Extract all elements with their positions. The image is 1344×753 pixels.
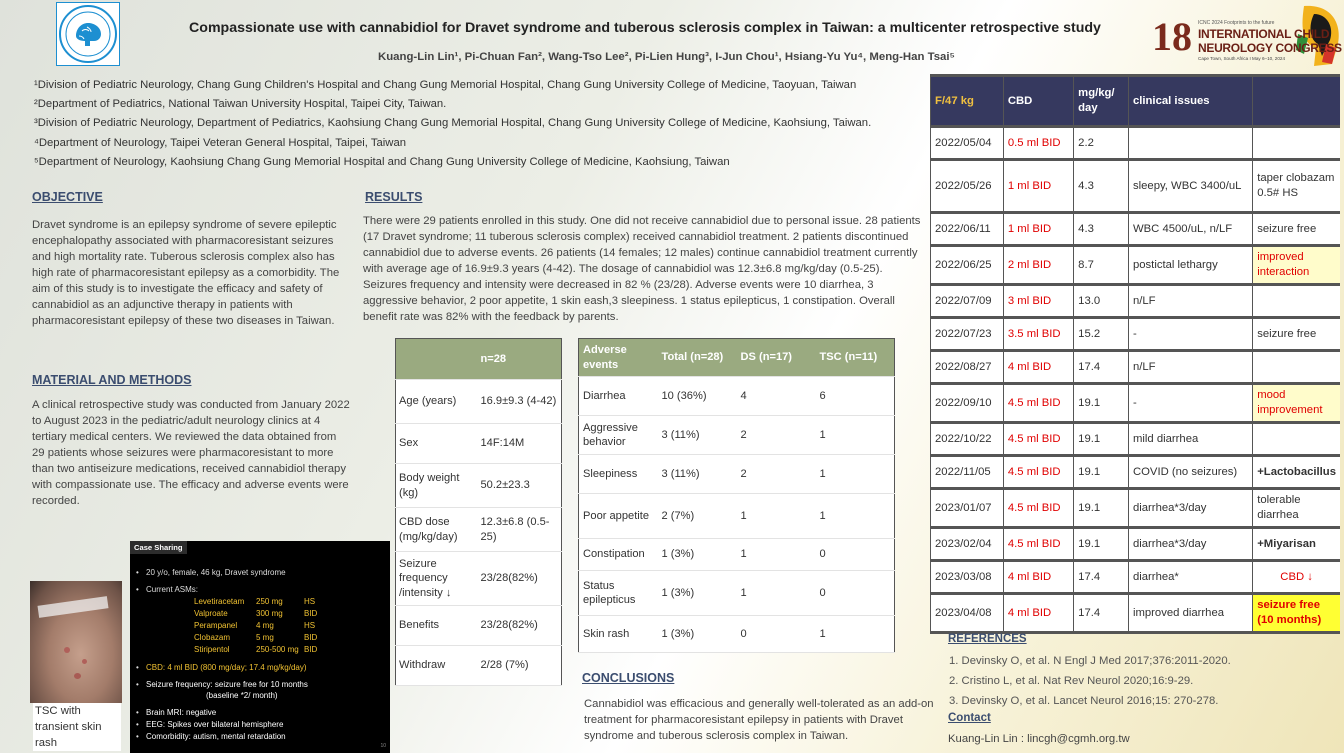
table-cell: 4 ml BID — [1003, 352, 1073, 382]
asm-freq: HS — [304, 621, 316, 630]
methods-heading: MATERIAL AND METHODS — [32, 373, 192, 387]
table-row — [396, 606, 562, 646]
table-cell: 4.5 ml BID — [1003, 385, 1073, 421]
table-cell: 4.5 ml BID — [1003, 424, 1073, 454]
table-cell: 4.3 — [1073, 161, 1128, 211]
table-header-cell: mg/kg/ day — [1073, 77, 1128, 125]
congress-name-1: INTERNATIONAL CHILD — [1198, 27, 1330, 41]
table-cell: 10 (36%) — [658, 377, 737, 416]
table-cell: 0.5 ml BID — [1003, 128, 1073, 158]
table-row — [930, 490, 1340, 526]
conclusions-text: Cannabidiol was efficacious and generally well-tolerated as an add-on treatment for pharmacoresistant epilepsy in patients with Dravet syndrome and tuberous sclerosis complex in Taiwan. — [584, 698, 934, 742]
case-sharing-slide — [130, 541, 390, 753]
table-header-cell — [1252, 77, 1340, 125]
table-cell: 2023/02/04 — [930, 529, 1003, 559]
table-cell: 4 ml BID — [1003, 562, 1073, 592]
table-row — [579, 539, 895, 571]
table-cell: postictal lethargy — [1128, 247, 1252, 283]
table-cell: CBD dose (mg/kg/day) — [396, 508, 478, 552]
table-row — [930, 457, 1340, 487]
case-cbd-text: CBD: 4 ml BID (800 mg/day; 17.4 mg/kg/day) — [146, 663, 307, 672]
case-patient-text: 20 y/o, female, 46 kg, Dravet syndrome — [146, 568, 286, 577]
table-cell: taper clobazam 0.5# HS — [1252, 161, 1340, 211]
table-cell: +Lactobacillus — [1252, 457, 1340, 487]
affiliations — [34, 76, 934, 172]
case-sharing-title: Case Sharing — [130, 541, 187, 554]
table-cell: 1 ml BID — [1003, 214, 1073, 244]
reference-item: 2. Cristino L, et al. Nat Rev Neurol 2020;16:9-29. — [949, 675, 1194, 687]
table-cell — [1252, 352, 1340, 382]
table-cell: - — [1128, 319, 1252, 349]
case-eeg — [144, 719, 317, 730]
demographics-table — [395, 338, 562, 686]
table-cell: mild diarrhea — [1128, 424, 1252, 454]
table-cell: 2022/10/22 — [930, 424, 1003, 454]
table-cell: 2022/05/26 — [930, 161, 1003, 211]
table-cell: 3 (11%) — [658, 455, 737, 494]
table-cell: 17.4 — [1073, 562, 1128, 592]
table-cell: 2023/03/08 — [930, 562, 1003, 592]
table-cell: 14F:14M — [478, 424, 562, 464]
table-header-cell: clinical issues — [1128, 77, 1252, 125]
table-cell: 1 (3%) — [658, 616, 737, 653]
table-header-cell: DS (n=17) — [737, 339, 816, 377]
table-cell: 1 ml BID — [1003, 161, 1073, 211]
case-seizure-text: Seizure frequency: seizure free for 10 months — [146, 680, 308, 689]
case-eeg-text: EEG: Spikes over bilateral hemisphere — [146, 720, 284, 729]
asm-freq: HS — [304, 597, 316, 606]
results-heading: RESULTS — [365, 190, 423, 204]
table-cell: 19.1 — [1073, 490, 1128, 526]
table-cell: 2022/07/23 — [930, 319, 1003, 349]
table-cell: 15.2 — [1073, 319, 1128, 349]
table-cell: Diarrhea — [579, 377, 658, 416]
table-row — [930, 286, 1340, 316]
table-cell: 6 — [816, 377, 895, 416]
table-cell: 2022/08/27 — [930, 352, 1003, 382]
table-row — [396, 508, 562, 552]
asm-dose: 5 mg — [256, 633, 274, 642]
case-patient — [144, 567, 317, 578]
table-cell: 12.3±6.8 (0.5-25) — [478, 508, 562, 552]
table-cell: Constipation — [579, 539, 658, 571]
table-cell — [1128, 128, 1252, 158]
asm-dose: 300 mg — [256, 609, 283, 618]
table-row — [930, 595, 1340, 631]
table-row — [930, 319, 1340, 349]
table-header-cell: CBD — [1003, 77, 1073, 125]
table-row — [396, 380, 562, 424]
table-cell: tolerable diarrhea — [1252, 490, 1340, 526]
table-row — [396, 552, 562, 606]
references-heading: REFERENCES — [948, 633, 1027, 645]
author-list: Kuang-Lin Lin¹, Pi-Chuan Fan², Wang-Tso Lee², Pi-Lien Hung³, I-Jun Chou¹, Hsiang-Yu Yu⁴, Meng-Han Tsai⁵ — [378, 51, 955, 63]
table-cell: n/LF — [1128, 286, 1252, 316]
table-row — [930, 352, 1340, 382]
table-cell: mood improvement — [1252, 385, 1340, 421]
table-cell: 1 (3%) — [658, 539, 737, 571]
table-row — [579, 616, 895, 653]
asm-dose: 4 mg — [256, 621, 274, 630]
table-cell: 2.2 — [1073, 128, 1128, 158]
table-row — [930, 161, 1340, 211]
case-seizure — [144, 679, 317, 701]
table-cell: 1 — [737, 494, 816, 539]
affiliation-1: ¹Division of Pediatric Neurology, Chang Gung Children's Hospital and Chang Gung Memorial Hospital, Chang Gung University College of Medicine, Taoyuan, Taiwan — [34, 79, 857, 91]
congress-name-2: NEUROLOGY CONGRESS — [1198, 41, 1342, 55]
methods-text: A clinical retrospective study was conducted from January 2022 to August 2023 in the pediatric/adult neurology clinics at 4 tertiary medical centers. We reviewed the data obtained from 29 patients whose seizures were pharmacoresistant to more than two antiseizure medications, received cannabidiol therapy with compassionate use. The efficacy and adverse events were recorded. — [32, 399, 350, 507]
table-cell: 8.7 — [1073, 247, 1128, 283]
table-cell: 4.5 ml BID — [1003, 490, 1073, 526]
table-cell: 17.4 — [1073, 595, 1128, 631]
table-header-row — [930, 77, 1340, 125]
table-cell: 2 — [737, 455, 816, 494]
table-cell: 1 — [816, 494, 895, 539]
table-cell: 1 — [737, 539, 816, 571]
adverse-events-table — [578, 338, 895, 653]
table-cell: seizure free — [1252, 214, 1340, 244]
table-cell: diarrhea*3/day — [1128, 490, 1252, 526]
table-cell: Aggressive behavior — [579, 416, 658, 455]
table-cell: 1 — [816, 416, 895, 455]
table-cell: 13.0 — [1073, 286, 1128, 316]
table-row — [930, 529, 1340, 559]
table-row — [930, 247, 1340, 283]
table-row — [930, 385, 1340, 421]
table-cell: Skin rash — [579, 616, 658, 653]
table-header-cell: F/47 kg — [930, 77, 1003, 125]
table-cell: 2 — [737, 416, 816, 455]
table-cell: 2 (7%) — [658, 494, 737, 539]
table-cell: COVID (no seizures) — [1128, 457, 1252, 487]
table-cell: 4.3 — [1073, 214, 1128, 244]
asm-drug: Clobazam — [194, 633, 231, 642]
table-cell: 23/28(82%) — [478, 552, 562, 606]
table-cell: improved diarrhea — [1128, 595, 1252, 631]
congress-location: Cape Town, South Africa I May 6–10, 2024 — [1198, 56, 1285, 61]
table-header-cell: Adverse events — [579, 339, 658, 377]
table-cell: improved interaction — [1252, 247, 1340, 283]
table-cell: 3.5 ml BID — [1003, 319, 1073, 349]
affiliation-5: ⁵Department of Neurology, Kaohsiung Chang Gung Memorial Hospital and Chang Gung University College of Medicine, Kaohsiung, Taiwan — [34, 155, 730, 168]
society-logo — [56, 2, 120, 66]
table-cell: 19.1 — [1073, 424, 1128, 454]
table-row — [930, 424, 1340, 454]
table-cell: 4.5 ml BID — [1003, 529, 1073, 559]
asm-dose: 250 mg — [256, 597, 283, 606]
table-cell: 2022/06/11 — [930, 214, 1003, 244]
table-row — [396, 464, 562, 508]
table-cell: Status epilepticus — [579, 571, 658, 616]
case-comorbidity — [144, 731, 317, 742]
table-cell: Withdraw — [396, 646, 478, 686]
objective-heading: OBJECTIVE — [32, 190, 103, 204]
table-cell: 0 — [737, 616, 816, 653]
table-cell: Benefits — [396, 606, 478, 646]
asm-drug: Stiripentol — [194, 645, 230, 654]
table-header-cell: Total (n=28) — [658, 339, 737, 377]
table-cell: 2022/09/10 — [930, 385, 1003, 421]
case-baseline-text: (baseline *2/ month) — [206, 691, 278, 700]
asm-drug: Valproate — [194, 609, 228, 618]
table-row — [396, 646, 562, 686]
skin-rash-photo — [30, 581, 122, 703]
table-cell: 19.1 — [1073, 385, 1128, 421]
asm-label: Current ASMs: — [146, 585, 199, 594]
table-header-row — [396, 339, 562, 380]
table-cell: Poor appetite — [579, 494, 658, 539]
table-header-cell: TSC (n=11) — [816, 339, 895, 377]
table-row — [396, 424, 562, 464]
conclusions-heading: CONCLUSIONS — [582, 671, 675, 685]
table-cell: 16.9±9.3 (4-42) — [478, 380, 562, 424]
table-row — [930, 214, 1340, 244]
results-text: There were 29 patients enrolled in this study. One did not receive cannabidiol due to personal issue. 28 patients (17 Dravet syndrome; 11 tuberous sclerosis complex) received cannabidiol treatment. 2 patients discontinued cannabidiol due to adverse events. 26 patients (14 females; 12 males) continue cannabidiol treatment currently with average age of 16.9±9.3 years (4-42). The dosage of cannabidiol was 12.3±6.8 mg/kg/day (0.5-25). Seizures frequency and intensity were decreased in 82 % (23/28). Adverse events were 10 diarrhea, 3 aggressive behavior, 2 poor appetite, 1 skin eash,3 sleepiness. 1 status epilepticus, 1 constipation. Overall benefit rate was 82% with the feedback by parents. — [363, 215, 921, 323]
table-cell: - — [1128, 385, 1252, 421]
references-list — [949, 651, 1231, 711]
table-cell: Body weight (kg) — [396, 464, 478, 508]
asm-freq: BID — [304, 645, 318, 654]
table-cell: 19.1 — [1073, 529, 1128, 559]
table-cell: 4.5 ml BID — [1003, 457, 1073, 487]
table-cell: 2023/01/07 — [930, 490, 1003, 526]
table-row — [579, 494, 895, 539]
table-cell: seizure free (10 months) — [1252, 595, 1340, 631]
table-row — [930, 128, 1340, 158]
table-cell: 2/28 (7%) — [478, 646, 562, 686]
poster-title: Compassionate use with cannabidiol for Dravet syndrome and tuberous sclerosis complex in Taiwan: a multicenter retrospective study — [189, 20, 1101, 36]
reference-item: 1. Devinsky O, et al. N Engl J Med 2017;376:2011-2020. — [949, 655, 1231, 667]
table-cell: n/LF — [1128, 352, 1252, 382]
asm-freq: BID — [304, 633, 318, 642]
table-cell: 1 — [816, 455, 895, 494]
asm-drug: Levetiracetam — [194, 597, 245, 606]
table-cell: 19.1 — [1073, 457, 1128, 487]
affiliation-3: ³Division of Pediatric Neurology, Department of Pediatrics, Kaohsiung Chang Gung Memorial Hospital, Chang Gung University College of Medicine, Kaohsiung, Taiwan. — [34, 117, 872, 130]
table-cell: WBC 4500/uL, n/LF — [1128, 214, 1252, 244]
congress-logo — [1152, 4, 1342, 68]
asm-drug: Perampanel — [194, 621, 238, 630]
slide-page-number: 10 — [380, 743, 386, 749]
table-cell: Sleepiness — [579, 455, 658, 494]
case-mri — [144, 707, 317, 718]
photo-caption: TSC with transient skin rash — [33, 703, 121, 751]
table-cell: 4 ml BID — [1003, 595, 1073, 631]
table-cell: CBD ↓ — [1252, 562, 1340, 592]
reference-item: 3. Devinsky O, et al. Lancet Neurol 2016;15: 270-278. — [949, 695, 1219, 707]
table-cell: +Miyarisan — [1252, 529, 1340, 559]
table-header-row — [579, 339, 895, 377]
table-header-cell — [396, 339, 478, 380]
congress-number: 18 — [1152, 14, 1192, 59]
case-comorbidity-text: Comorbidity: autism, mental retardation — [146, 732, 286, 741]
table-row — [579, 377, 895, 416]
table-cell: 2022/07/09 — [930, 286, 1003, 316]
case-timeline-table — [930, 74, 1340, 634]
table-row — [930, 562, 1340, 592]
table-cell: 50.2±23.3 — [478, 464, 562, 508]
table-cell: 2022/06/25 — [930, 247, 1003, 283]
table-cell: sleepy, WBC 3400/uL — [1128, 161, 1252, 211]
case-mri-text: Brain MRI: negative — [146, 708, 217, 717]
table-row — [579, 455, 895, 494]
table-cell: Age (years) — [396, 380, 478, 424]
table-row — [579, 416, 895, 455]
table-cell: 0 — [816, 571, 895, 616]
contact-email: Kuang-Lin Lin : lincgh@cgmh.org.tw — [948, 733, 1130, 745]
objective-text: Dravet syndrome is an epilepsy syndrome of severe epileptic encephalopathy associated with pharmacoresistant seizures and high mortality rate. Tuberous sclerosis complex also has high rate of pharmacoresistant epilepsy as a comorbidity. The aim of this study is to investigate the efficacy and safety of cannabidiol as an adjunctive therapy in patients with pharmacoresistant epilepsy of these two diseases in Taiwan. — [32, 219, 340, 327]
congress-tagline: ICNC 2024 Footprints to the future — [1198, 20, 1275, 26]
table-row — [579, 571, 895, 616]
table-cell: 2023/04/08 — [930, 595, 1003, 631]
table-cell: 0 — [816, 539, 895, 571]
affiliation-2: ²Department of Pediatrics, National Taiwan University Hospital, Taipei City, Taiwan. — [34, 98, 447, 111]
affiliation-4: ⁴Department of Neurology, Taipei Veteran General Hospital, Taipei, Taiwan — [34, 136, 407, 149]
asm-freq: BID — [304, 609, 318, 618]
table-cell: 3 ml BID — [1003, 286, 1073, 316]
table-cell — [1252, 424, 1340, 454]
asm-dose: 250-500 mg — [256, 645, 299, 654]
table-cell: 2 ml BID — [1003, 247, 1073, 283]
table-cell: diarrhea* — [1128, 562, 1252, 592]
table-cell: seizure free — [1252, 319, 1340, 349]
table-cell — [1252, 128, 1340, 158]
table-cell: diarrhea*3/day — [1128, 529, 1252, 559]
table-cell: 1 (3%) — [658, 571, 737, 616]
table-cell: 1 — [816, 616, 895, 653]
table-cell: 2022/05/04 — [930, 128, 1003, 158]
asm-list — [194, 596, 317, 656]
table-cell: 1 — [737, 571, 816, 616]
contact-heading: Contact — [948, 712, 991, 724]
case-cbd — [144, 662, 317, 673]
table-cell — [1252, 286, 1340, 316]
table-cell: 17.4 — [1073, 352, 1128, 382]
table-cell: 23/28(82%) — [478, 606, 562, 646]
table-cell: 4 — [737, 377, 816, 416]
table-cell: Sex — [396, 424, 478, 464]
table-header-cell: n=28 — [478, 339, 562, 380]
table-cell: Seizure frequency /intensity ↓ — [396, 552, 478, 606]
case-asms — [144, 584, 317, 656]
table-cell: 3 (11%) — [658, 416, 737, 455]
table-cell: 2022/11/05 — [930, 457, 1003, 487]
